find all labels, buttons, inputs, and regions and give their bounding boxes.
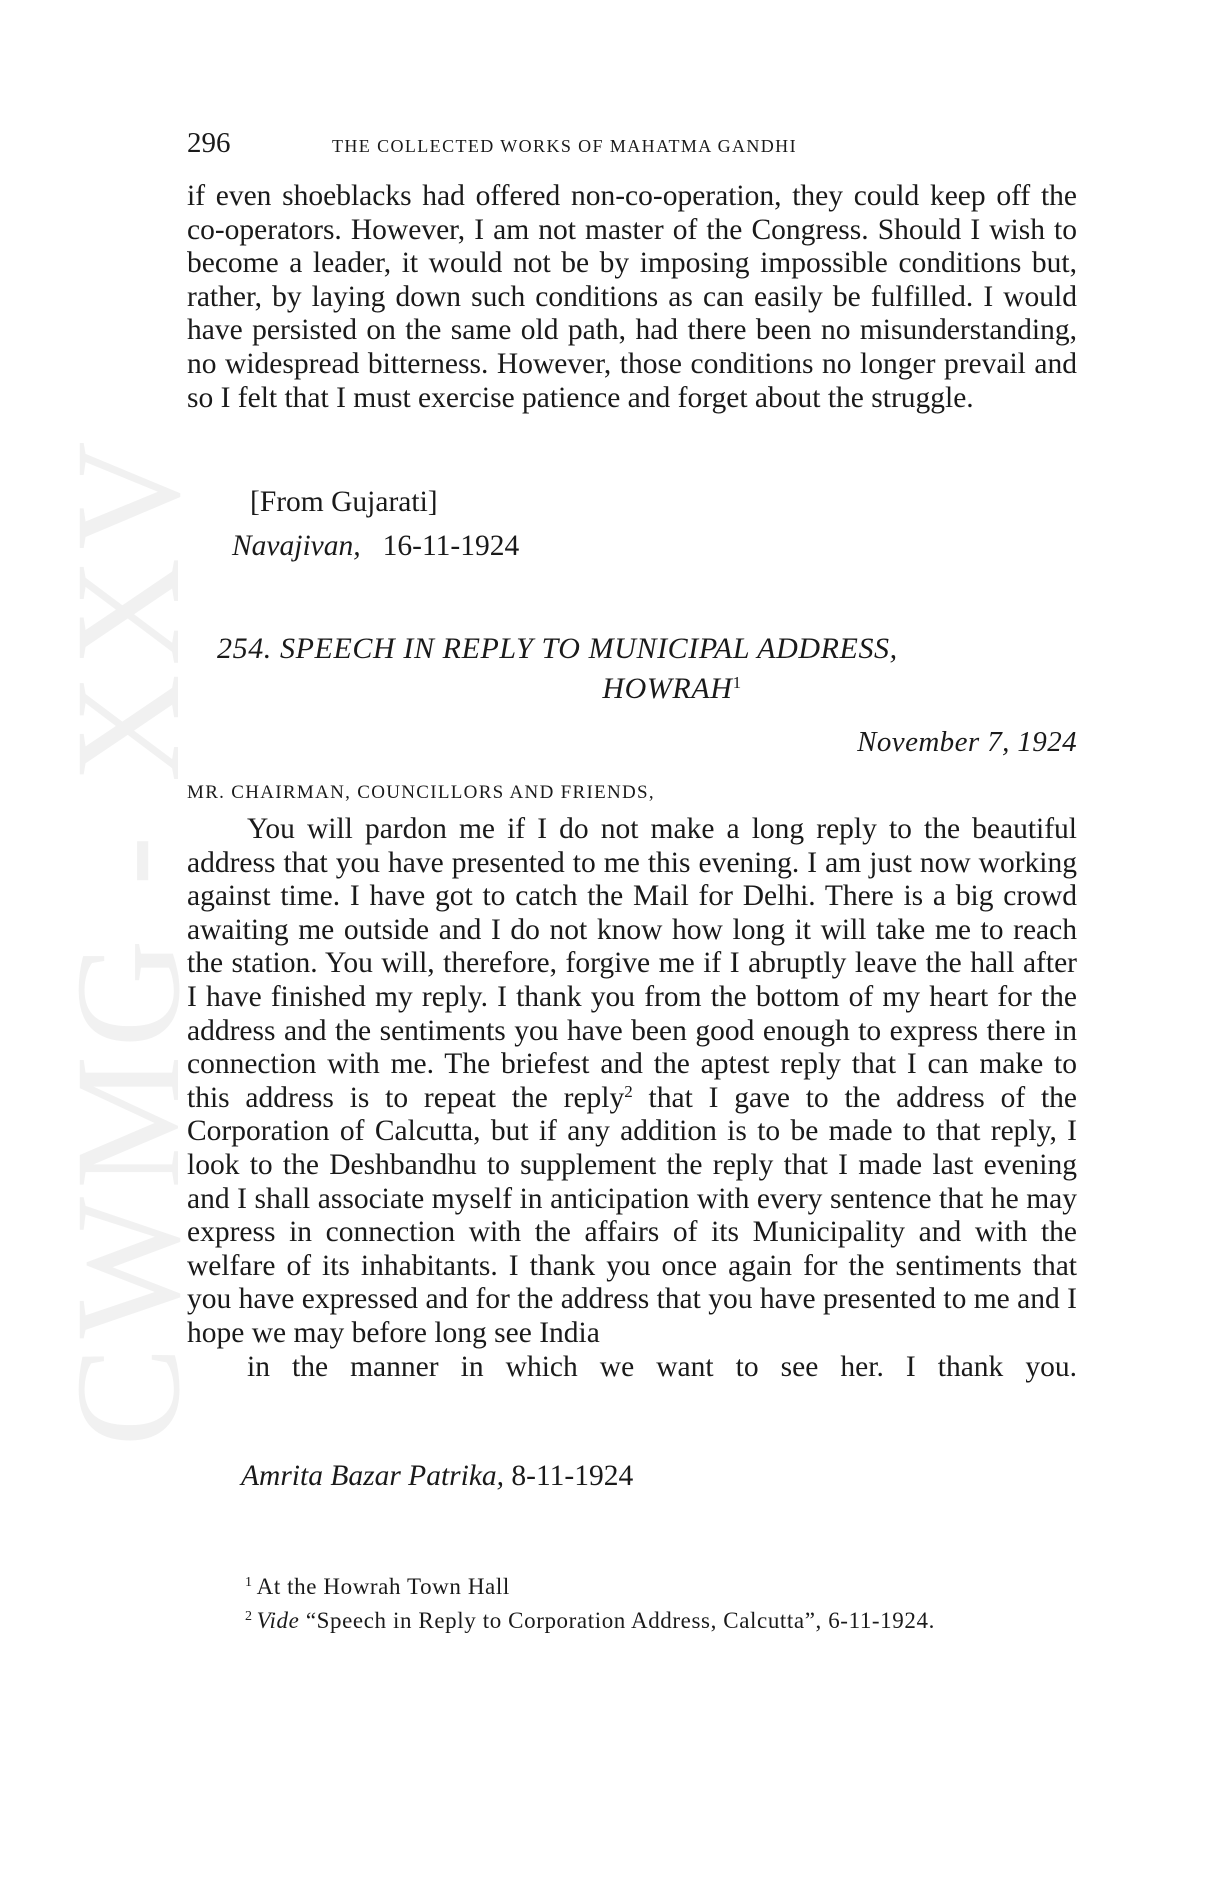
footnote-text: “Speech in Reply to Corporation Address, Calcutta”, 6-11-1924. (305, 1608, 935, 1633)
citation-date: 8-11-1924 (511, 1460, 634, 1492)
speech-block (187, 813, 1077, 1384)
watermark-text: CWMG - XXV (45, 433, 211, 1447)
citation-publication: Amrita Bazar Patrika, (241, 1460, 505, 1492)
speech-paragraph (187, 813, 1077, 1384)
source-note: [From Gujarati] (250, 486, 438, 518)
page-number: 296 (187, 127, 231, 159)
footnote-1 (245, 1568, 1065, 1602)
footnote-text: At the Howrah Town Hall (256, 1574, 510, 1599)
footnotes (245, 1568, 1065, 1636)
footnote-marker: 2 (245, 1609, 253, 1624)
continuation-paragraph: if even shoeblacks had offered non-co-operation, they could keep off the co-operators. However, I am not master of the Congress. Should I wish to become a leader, it would not be by imposing impossible conditions but, rather, by laying down such conditions as can easily be fulfilled. I would have persisted on the same old path, had there been no misunderstanding, no widespread bitterness. However, those conditions no longer prevail and so I felt that I must exercise patience and forget about the struggle. (187, 180, 1077, 414)
citation-navajivan (232, 530, 519, 563)
footnote-2 (245, 1602, 1065, 1636)
speech-footnote-marker: 2 (624, 1081, 633, 1101)
speech-text-part-1: You will pardon me if I do not make a long reply to the beautiful address that you have presented to me this evening. I am just now working against time. I have got to catch the Mail for Delhi. There is a big crowd awaiting me outside and I do not know how long it will take me to reach the station. You will, therefore, forgive me if I abruptly leave the hall after I have finished my reply. I thank you from the bottom of my heart for the address and the sentiments you have been good enough to express there in connection with me. The briefest and the aptest reply that I can make to this address is to repeat the reply (187, 813, 1077, 1114)
footnote-vide: Vide (256, 1608, 300, 1633)
citation-publication: Navajivan, (232, 530, 361, 562)
citation-date: 16-11-1924 (382, 530, 520, 562)
running-head (187, 127, 1077, 163)
heading-place: HOWRAH (602, 672, 733, 705)
speech-text-part-2: that I gave to the address of the Corporation of Calcutta, but if any addition is to be made to that reply, I look to the Deshbandhu to supplement the reply that I made last evening and I shall associate myself in anticipation with every sentence that he may express in connection with the affairs of its Municipality and with the welfare of its inhabitants. I thank you once again for the sentiments that you have expressed and for the address that you have presented to me and I hope we may before long see India (187, 1081, 1077, 1349)
heading-line-1: 254. SPEECH IN REPLY TO MUNICIPAL ADDRESS, (217, 632, 898, 665)
continuation-block (187, 180, 1077, 415)
section-heading (187, 632, 1077, 706)
heading-line-2 (187, 666, 1077, 706)
footnote-marker: 1 (245, 1575, 253, 1590)
citation-amrita-bazar (241, 1460, 633, 1493)
heading-footnote-marker: 1 (732, 673, 742, 692)
dateline: November 7, 1924 (857, 726, 1077, 758)
salutation: MR. CHAIRMAN, COUNCILLORS AND FRIENDS, (187, 782, 655, 803)
book-title: THE COLLECTED WORKS OF MAHATMA GANDHI (332, 136, 797, 156)
speech-last-line: in the manner in which we want to see her. I thank you. (247, 1350, 1077, 1383)
